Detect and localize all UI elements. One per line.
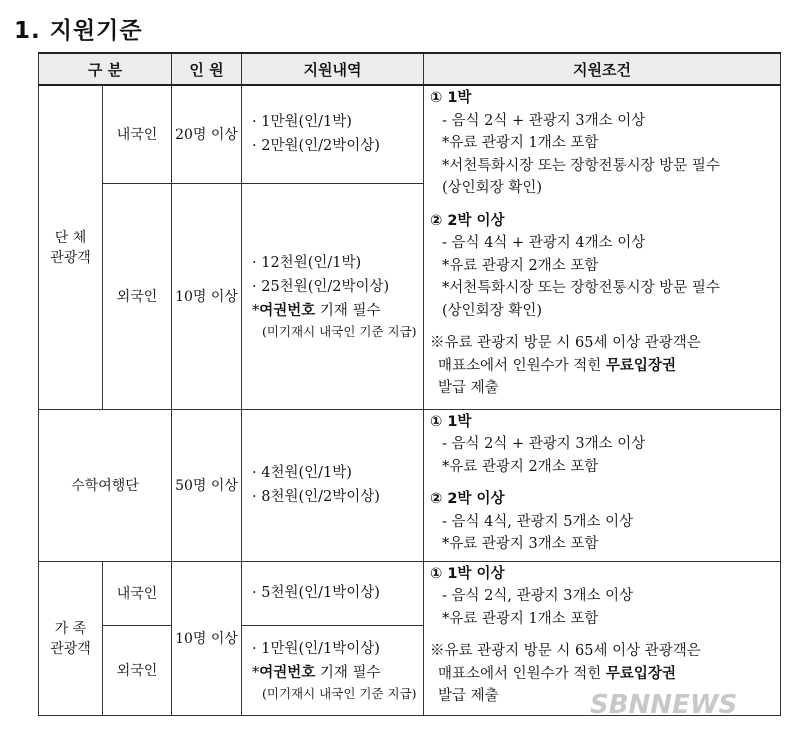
condition-line: *유료 관광지 1개소 포함 (442, 135, 599, 151)
group-tourist-label (39, 85, 103, 409)
school-conditions (424, 409, 781, 561)
passport-note: (미기재시 내국인 기준 지급) (262, 686, 417, 701)
condition-line: (상인회장 확인) (442, 180, 542, 196)
family-domestic-type: 내국인 (103, 561, 172, 625)
school-trip-label: 수학여행단 (39, 409, 172, 561)
support-item: · 5천원(인/1박이상) (252, 585, 380, 601)
support-criteria-table (38, 52, 781, 716)
passport-note: (미기재시 내국인 기준 지급) (262, 324, 417, 339)
condition-line: - 음식 4식, 관광지 5개소 이상 (442, 513, 634, 530)
condition-note: ※유료 관광지 방문 시 65세 이상 관광객은 (430, 335, 701, 351)
page-title: 1. 지원기준 (14, 18, 143, 44)
group-label-line2: 관광객 (50, 250, 91, 267)
table-row (39, 409, 781, 561)
condition-line: *서천특화시장 또는 장항전통시장 방문 필수 (442, 280, 720, 296)
condition-line: - 음식 2식 + 관광지 3개소 이상 (442, 436, 646, 452)
header-support: 지원내역 (242, 53, 424, 85)
condition-heading: ② 2박 이상 (430, 212, 505, 229)
condition-note: ※유료 관광지 방문 시 65세 이상 관광객은 (430, 643, 701, 659)
family-people: 10명 이상 (172, 561, 242, 715)
group-conditions (424, 85, 781, 409)
group-domestic-type: 내국인 (103, 85, 172, 183)
condition-line: *유료 관광지 3개소 포함 (442, 536, 599, 552)
group-foreign-people: 10명 이상 (172, 183, 242, 409)
table-row (39, 561, 781, 625)
condition-heading: ① 1박 (430, 413, 472, 430)
condition-line: *유료 관광지 1개소 포함 (442, 610, 599, 627)
condition-note: 매표소에서 인원수가 적힌 무료입장권 (438, 357, 676, 374)
school-support (242, 409, 424, 561)
family-label-line2: 관광객 (50, 641, 91, 657)
group-foreign-support (242, 183, 424, 409)
condition-line: *유료 관광지 2개소 포함 (442, 458, 599, 475)
support-item: · 1만원(인/1박이상) (252, 641, 380, 657)
passport-requirement: *여권번호 기재 필수 (252, 303, 381, 319)
family-foreign-type: 외국인 (103, 625, 172, 715)
family-tourist-label (39, 561, 103, 715)
family-domestic-support (242, 561, 424, 625)
support-item: · 4천원(인/1박) (252, 465, 352, 481)
condition-line: (상인회장 확인) (442, 302, 542, 319)
passport-requirement: *여권번호 기재 필수 (252, 665, 381, 681)
group-foreign-type: 외국인 (103, 183, 172, 409)
condition-note: 발급 제출 (438, 380, 499, 396)
group-domestic-support (242, 85, 424, 183)
family-foreign-support (242, 625, 424, 715)
support-item: · 2만원(인/2박이상) (252, 138, 380, 155)
table-row (39, 85, 781, 183)
condition-heading: ① 1박 이상 (430, 565, 505, 582)
header-category: 구 분 (39, 53, 172, 85)
condition-line: - 음식 2식, 관광지 3개소 이상 (442, 588, 634, 604)
condition-line: *서천특화시장 또는 장항전통시장 방문 필수 (442, 157, 720, 174)
condition-line: *유료 관광지 2개소 포함 (442, 257, 599, 274)
header-people: 인 원 (172, 53, 242, 85)
support-item: · 12천원(인/1박) (252, 255, 362, 271)
free-ticket-bold: 무료입장권 (605, 357, 676, 374)
condition-note: 매표소에서 인원수가 적힌 무료입장권 (438, 665, 676, 682)
header-conditions: 지원조건 (424, 53, 781, 85)
group-label-line1: 단 체 (54, 230, 87, 247)
table-header-row (39, 53, 781, 85)
school-people: 50명 이상 (172, 409, 242, 561)
family-label-line1: 가 족 (54, 621, 87, 637)
condition-heading: ② 2박 이상 (430, 491, 505, 507)
support-item: · 1만원(인/1박) (252, 114, 352, 131)
support-item: · 25천원(인/2박이상) (252, 279, 390, 295)
group-domestic-people: 20명 이상 (172, 85, 242, 183)
sbnnews-watermark: SBNNEWS (590, 690, 738, 720)
condition-line: - 음식 4식 + 관광지 4개소 이상 (442, 235, 646, 251)
support-item: · 8천원(인/2박이상) (252, 489, 380, 505)
condition-heading: ① 1박 (430, 90, 472, 106)
free-ticket-bold: 무료입장권 (605, 665, 676, 682)
condition-note: 발급 제출 (438, 688, 499, 704)
condition-line: - 음식 2식 + 관광지 3개소 이상 (442, 112, 646, 129)
